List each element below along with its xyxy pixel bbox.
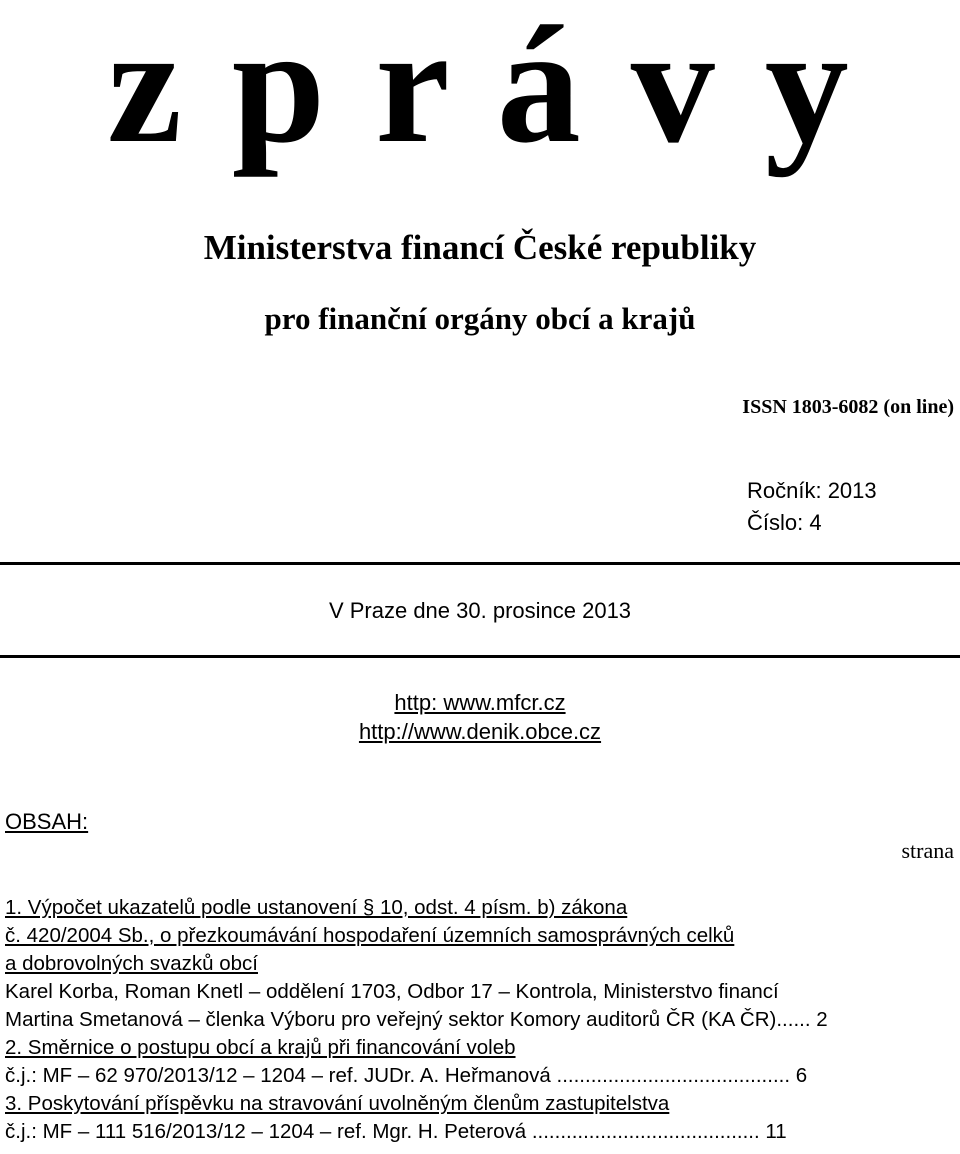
toc-item-1-title-line-3[interactable]: a dobrovolných svazků obcí	[5, 952, 258, 975]
toc-item-1-authors-line-2: Martina Smetanová – členka Výboru pro veřejný sektor Komory auditorů ČR (KA ČR)...... 2	[5, 1008, 828, 1031]
top-divider	[0, 562, 960, 565]
link-denik-obce[interactable]: http://www.denik.obce.cz	[358, 719, 602, 744]
toc-item-3-title[interactable]: 3. Poskytování příspěvku na stravování uvolněným členům zastupitelstva	[5, 1092, 670, 1115]
bottom-divider	[0, 655, 960, 658]
page-column-label: strana	[901, 838, 954, 863]
publication-date: V Praze dne 30. prosince 2013	[328, 598, 632, 623]
audience-heading: pro finanční orgány obcí a krajů	[264, 301, 696, 336]
toc-item-2-ref: č.j.: MF – 62 970/2013/12 – 1204 – ref. JUDr. A. Heřmanová ......................................... 6	[5, 1064, 808, 1087]
toc-item-3-ref: č.j.: MF – 111 516/2013/12 – 1204 – ref. Mgr. H. Peterová ........................................ 11	[5, 1120, 787, 1143]
masthead-title: z p r á v y	[107, 0, 853, 178]
issn-label: ISSN 1803-6082 (on line)	[742, 396, 954, 418]
ministry-heading: Ministerstva financí České republiky	[203, 228, 757, 267]
toc-item-2-title[interactable]: 2. Směrnice o postupu obcí a krajů při financování voleb	[5, 1036, 516, 1059]
issue-number: Číslo: 4	[747, 510, 822, 535]
contents-heading: OBSAH:	[5, 809, 89, 834]
volume-year: Ročník: 2013	[747, 478, 877, 503]
toc-item-1-authors-line-1: Karel Korba, Roman Knetl – oddělení 1703, Odbor 17 – Kontrola, Ministerstvo financí	[5, 980, 779, 1003]
toc-item-1-title-line-2[interactable]: č. 420/2004 Sb., o přezkoumávání hospodaření územních samosprávných celků	[5, 924, 735, 947]
toc-item-1-title-line-1[interactable]: 1. Výpočet ukazatelů podle ustanovení § 10, odst. 4 písm. b) zákona	[5, 896, 628, 919]
link-mfcr[interactable]: http: www.mfcr.cz	[394, 690, 566, 715]
